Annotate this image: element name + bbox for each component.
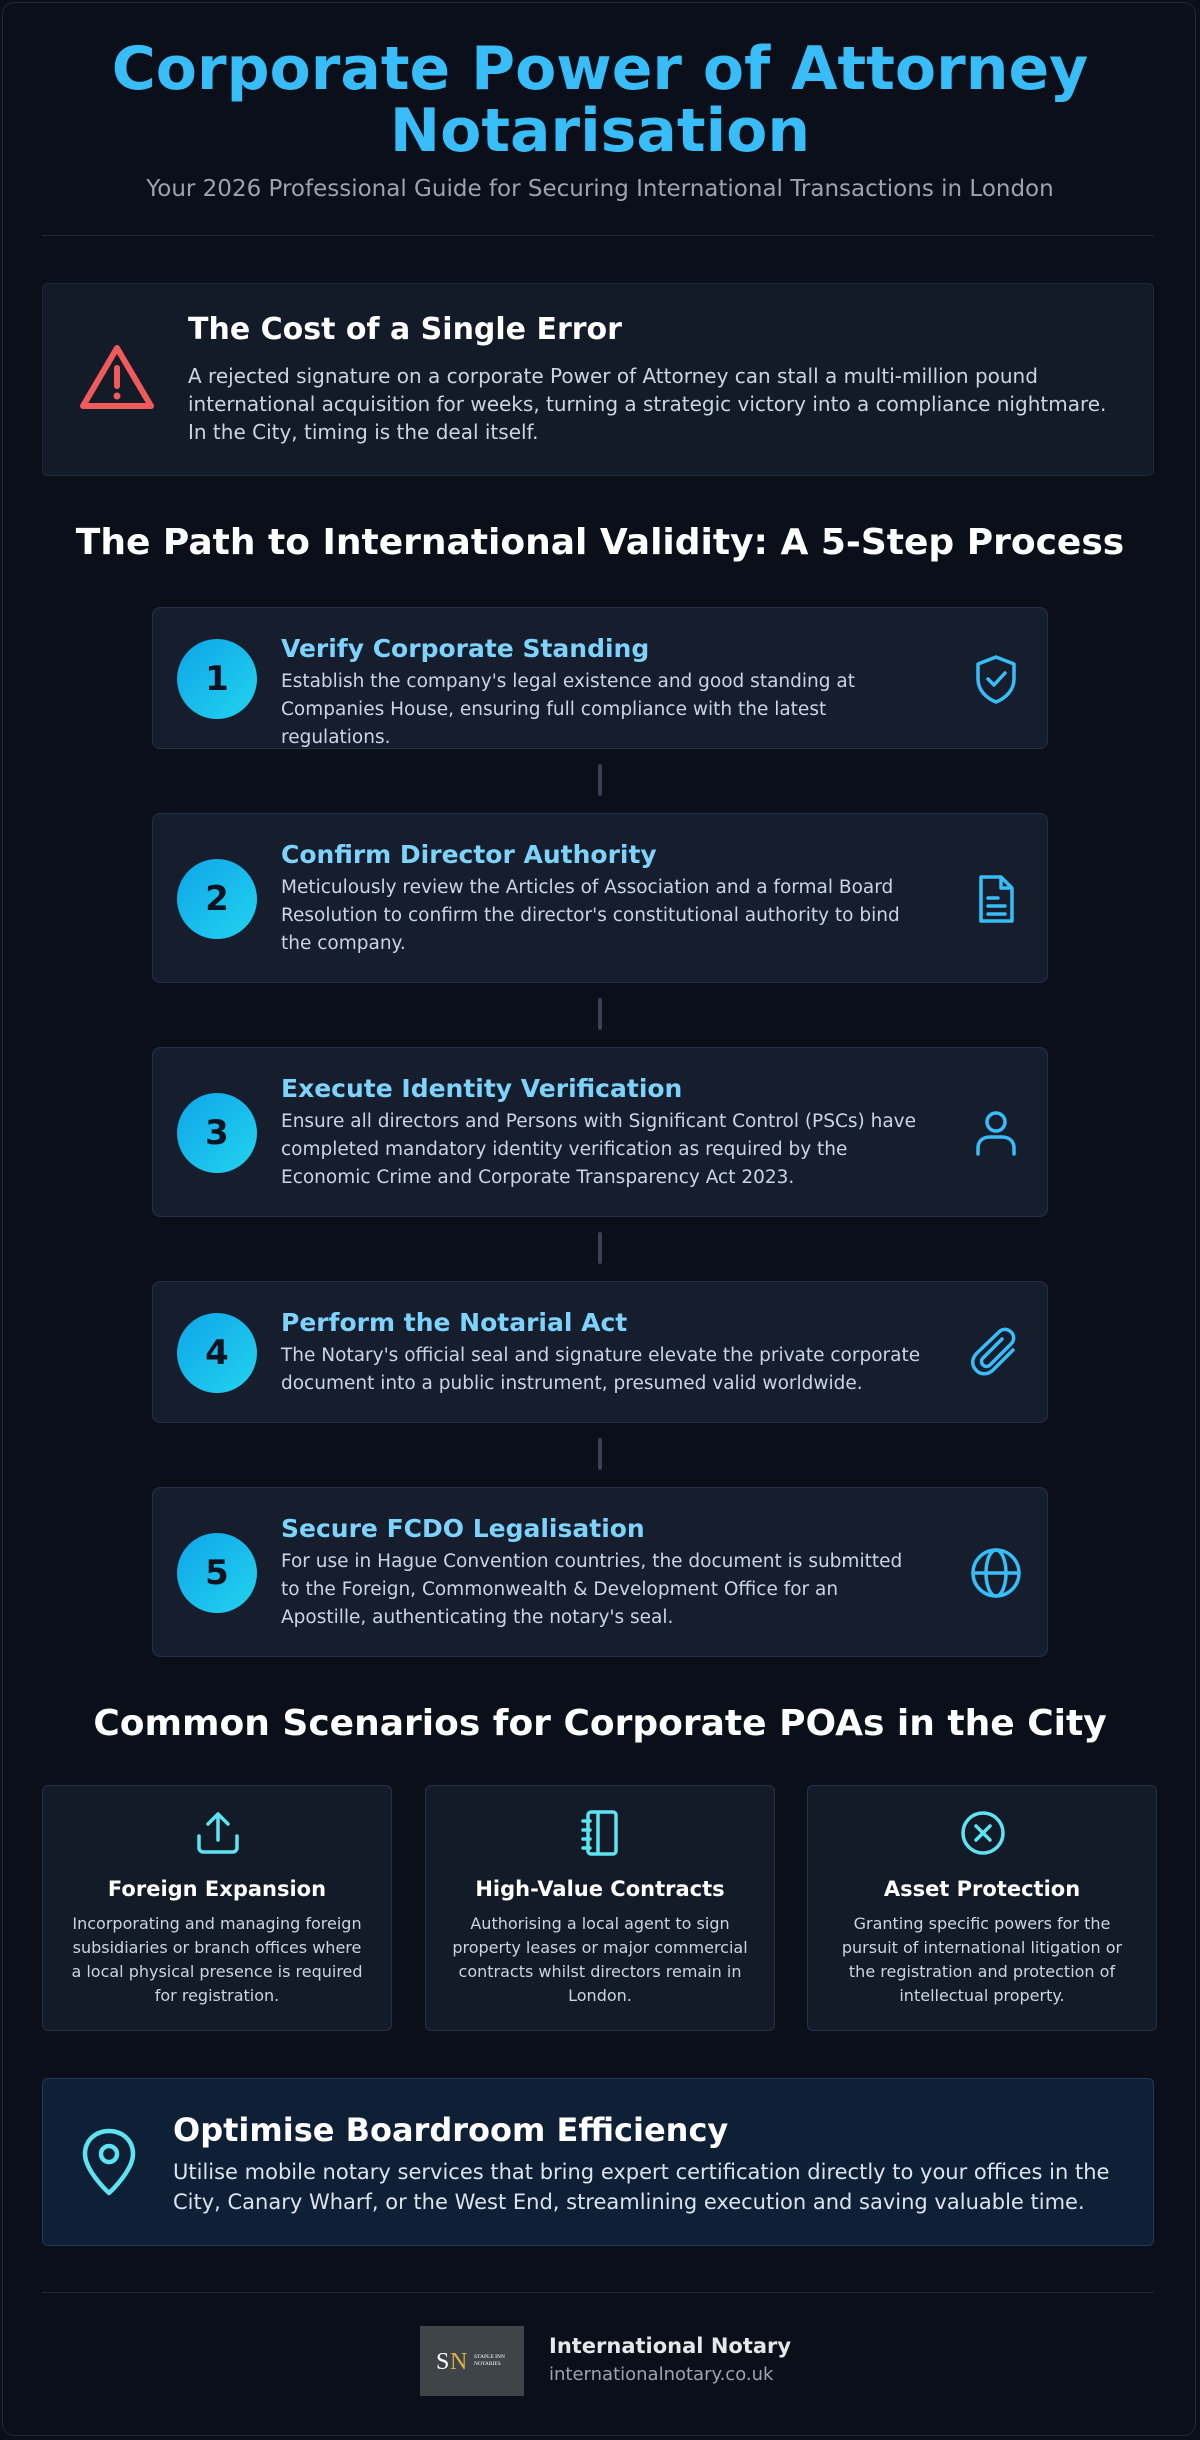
svg-text:NOTARIES: NOTARIES <box>474 2361 501 2367</box>
globe-icon <box>969 1546 1023 1600</box>
step-card-5 <box>152 1487 1048 1657</box>
step-title: Execute Identity Verification <box>281 1074 683 1103</box>
efficiency-title: Optimise Boardroom Efficiency <box>173 2111 729 2149</box>
user-icon <box>969 1106 1023 1160</box>
step-number: 1 <box>177 639 257 719</box>
scenario-title: High-Value Contracts <box>475 1877 725 1901</box>
shield-check-icon <box>969 652 1023 706</box>
footer-company-name: International Notary <box>549 2334 792 2358</box>
step-connector <box>598 764 602 796</box>
step-card-4 <box>152 1281 1048 1423</box>
scenario-title: Asset Protection <box>883 1877 1081 1901</box>
x-circle-icon <box>958 1808 1008 1858</box>
footer-logo[interactable] <box>420 2326 524 2396</box>
step-title: Secure FCDO Legalisation <box>281 1514 645 1543</box>
alert-text: A rejected signature on a corporate Power of Attorney can stall a multi-million pound international acquisition for weeks, turning a strategic victory into a compliance nightmare. In the City, timing is the deal itself. <box>188 364 1107 444</box>
page-subtitle: Your 2026 Professional Guide for Securing International Transactions in London <box>146 176 1054 202</box>
divider <box>42 2292 1154 2293</box>
scenario-text: Granting specific powers for the pursuit of international litigation or the registration and protection of intellectual property. <box>841 1914 1123 2005</box>
step-text: The Notary's official seal and signature elevate the private corporate document into a public instrument, presumed valid worldwide. <box>281 1345 921 1394</box>
staple-inn-logo <box>432 2341 512 2381</box>
location-pin-icon <box>77 2127 141 2197</box>
divider <box>42 235 1154 236</box>
svg-text:S: S <box>436 2349 450 2375</box>
step-title: Confirm Director Authority <box>281 840 657 869</box>
step-connector <box>598 1232 602 1264</box>
efficiency-callout <box>42 2078 1154 2246</box>
step-number: 2 <box>177 859 257 939</box>
warning-triangle-icon <box>77 342 157 414</box>
svg-text:N: N <box>450 2349 468 2375</box>
scenario-card-foreign-expansion <box>42 1785 392 2031</box>
step-card-2 <box>152 813 1048 983</box>
scenarios-title: Common Scenarios for Corporate POAs in the City <box>93 1703 1107 1744</box>
step-title: Verify Corporate Standing <box>281 634 650 663</box>
footer-website-link[interactable]: internationalnotary.co.uk <box>549 2364 774 2385</box>
scenario-card-asset-protection <box>807 1785 1157 2031</box>
step-card-1 <box>152 607 1048 749</box>
step-text: Meticulously review the Articles of Association and a formal Board Resolution to confirm the director's constitutional authority to bind the company. <box>281 877 900 954</box>
scenario-title: Foreign Expansion <box>107 1877 327 1901</box>
header <box>0 0 1200 202</box>
document-icon <box>969 872 1023 926</box>
step-connector <box>598 998 602 1030</box>
svg-text:STAPLE INN: STAPLE INN <box>474 2354 505 2360</box>
efficiency-text: Utilise mobile notary services that bring expert certification directly to your offices in the City, Canary Wharf, or the West End, streamlining execution and saving valuable time. <box>173 2160 1110 2214</box>
alert-card <box>42 283 1154 476</box>
step-number: 4 <box>177 1313 257 1393</box>
step-number: 3 <box>177 1093 257 1173</box>
scenario-text: Incorporating and managing foreign subsidiaries or branch offices where a local physical presence is required for registration. <box>71 1914 363 2005</box>
page-title: Corporate Power of Attorney Notarisation <box>111 34 1089 166</box>
upload-icon <box>193 1808 243 1858</box>
step-title: Perform the Notarial Act <box>281 1308 628 1337</box>
scenario-text: Authorising a local agent to sign property leases or major commercial contracts whilst directors remain in London. <box>452 1914 748 2005</box>
process-title: The Path to International Validity: A 5-Step Process <box>75 522 1125 563</box>
step-text: Establish the company's legal existence and good standing at Companies House, ensuring full compliance with the latest regulations. <box>281 671 855 748</box>
step-card-3 <box>152 1047 1048 1217</box>
step-number: 5 <box>177 1533 257 1613</box>
step-text: Ensure all directors and Persons with Significant Control (PSCs) have completed mandatory identity verification as required by the Economic Crime and Corporate Transparency Act 2023. <box>281 1111 916 1188</box>
step-text: For use in Hague Convention countries, the document is submitted to the Foreign, Commonwealth & Development Office for an Apostille, authenticating the notary's seal. <box>281 1551 903 1628</box>
paperclip-icon <box>969 1326 1023 1380</box>
alert-title: The Cost of a Single Error <box>188 312 622 347</box>
notebook-icon <box>576 1808 626 1858</box>
scenario-card-high-value-contracts <box>425 1785 775 2031</box>
step-connector <box>598 1438 602 1470</box>
